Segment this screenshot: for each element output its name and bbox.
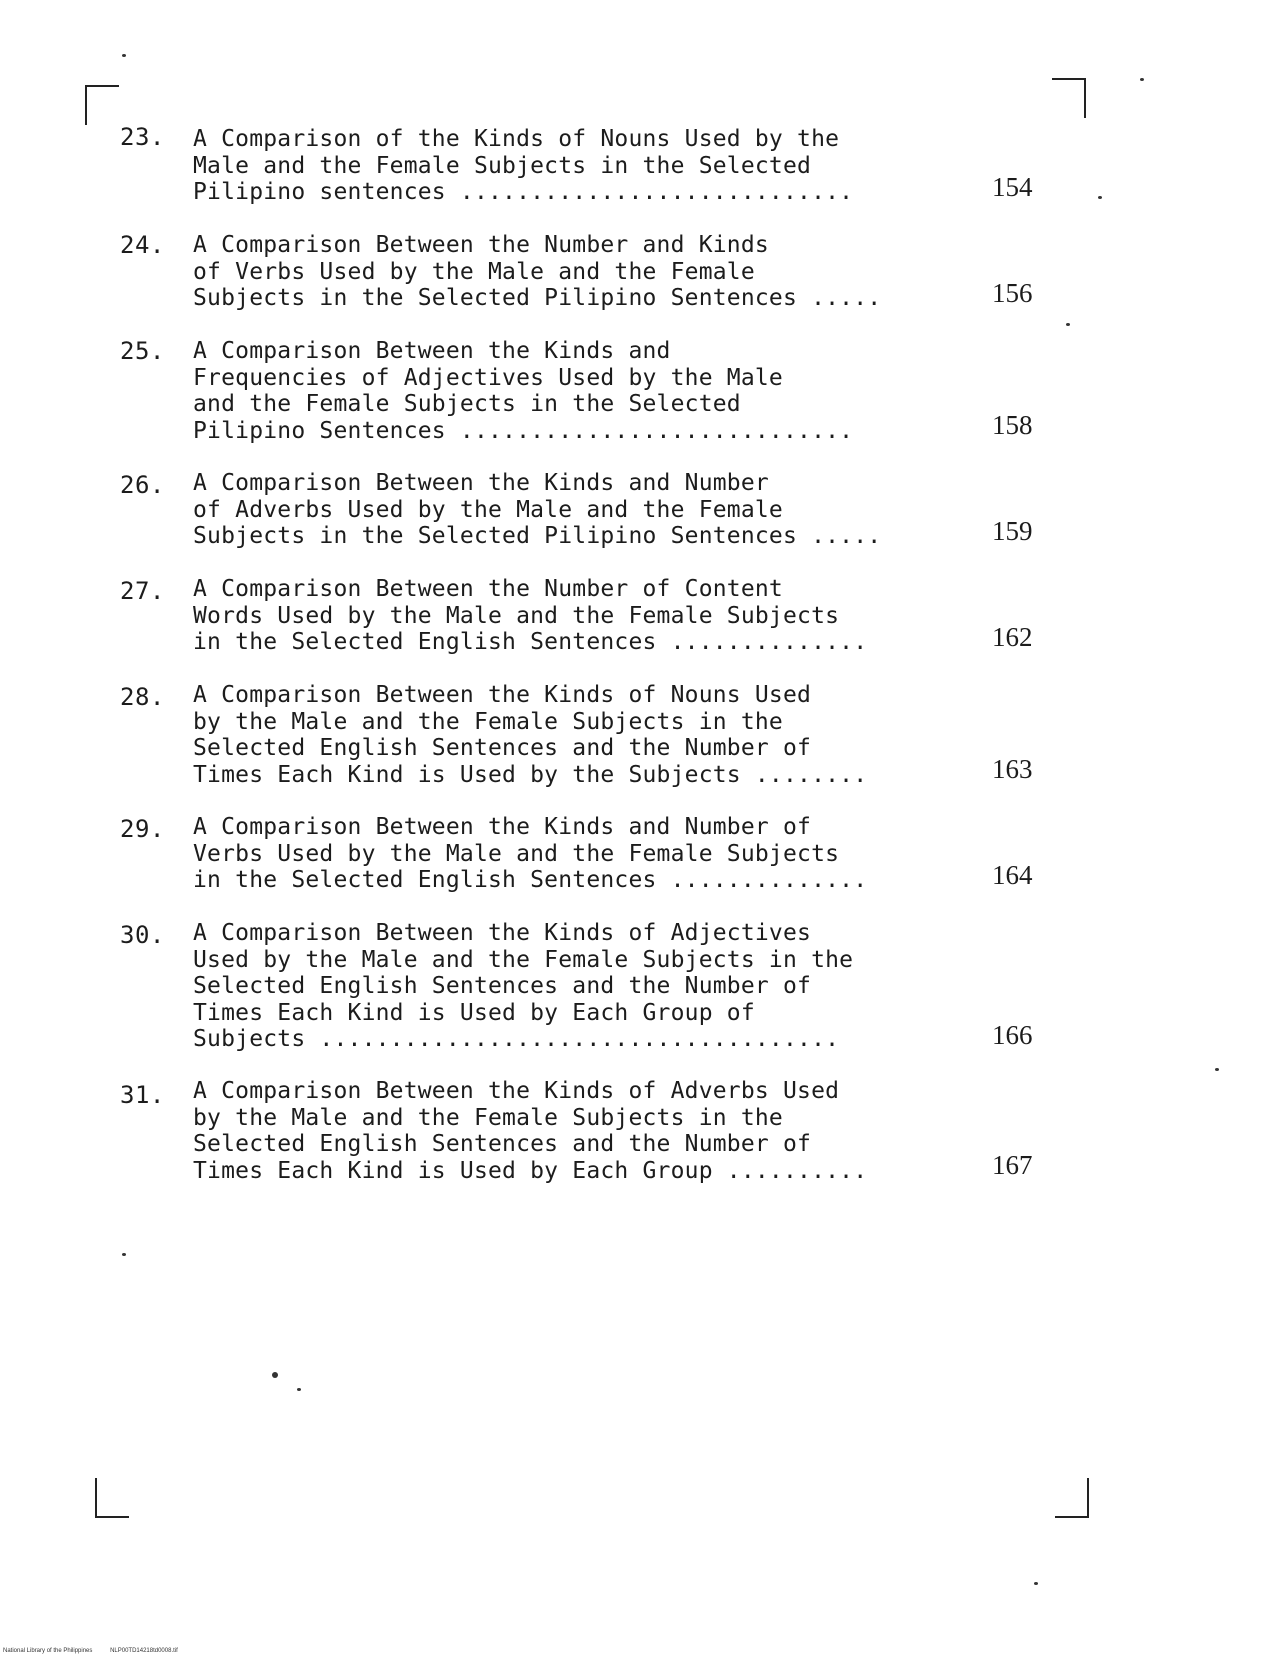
entry-number: 23. — [120, 123, 165, 151]
scan-speck — [1215, 1068, 1219, 1071]
crop-mark-top-right — [1052, 78, 1086, 118]
entry-page-number: 158 — [992, 410, 1033, 440]
entry-number: 30. — [120, 921, 165, 949]
crop-mark-bottom-right — [1055, 1478, 1089, 1518]
entry-page-number: 156 — [992, 278, 1033, 308]
entry-title: A Comparison Between the Kinds and Number of Adverbs Used by the Male and the Female Subjects in the Selected Pilipino Sentences ..... — [193, 470, 882, 549]
scan-speck — [122, 54, 126, 57]
entry-title: A Comparison of the Kinds of Nouns Used by the Male and the Female Subjects in the Selected Pilipino sentences ............................ — [193, 126, 854, 205]
entry-page-number: 159 — [992, 516, 1033, 546]
entry-title: A Comparison Between the Kinds and Frequencies of Adjectives Used by the Male and the Female Subjects in the Selected Pilipino Sentences ............................ — [193, 338, 854, 444]
entry-title: A Comparison Between the Number and Kinds of Verbs Used by the Male and the Female Subjects in the Selected Pilipino Sentences ..... — [193, 232, 882, 311]
entry-number: 31. — [120, 1081, 165, 1109]
entry-title: A Comparison Between the Kinds and Number of Verbs Used by the Male and the Female Subjects in the Selected English Sentences .............. — [193, 814, 868, 893]
scan-speck — [1034, 1582, 1038, 1585]
entry-page-number: 166 — [992, 1020, 1033, 1050]
entry-number: 29. — [120, 815, 165, 843]
entry-title: A Comparison Between the Number of Content Words Used by the Male and the Female Subjects in the Selected English Sentences .............. — [193, 576, 868, 655]
scan-footer — [3, 1648, 178, 1654]
entry-page-number: 163 — [992, 754, 1033, 784]
entry-page-number: 154 — [992, 172, 1033, 202]
entry-title: A Comparison Between the Kinds of Nouns Used by the Male and the Female Subjects in the Selected English Sentences and the Number of Times Each Kind is Used by the Subjects ........ — [193, 682, 868, 788]
scan-speck — [122, 1253, 126, 1256]
crop-mark-bottom-left — [95, 1478, 129, 1518]
entry-number: 25. — [120, 337, 165, 365]
entry-number: 24. — [120, 231, 165, 259]
scan-speck — [1098, 196, 1102, 199]
entry-number: 28. — [120, 683, 165, 711]
entry-page-number: 162 — [992, 622, 1033, 652]
entry-page-number: 167 — [992, 1150, 1033, 1180]
footer-library: National Library of the Philippines — [3, 1648, 93, 1654]
scan-speck — [272, 1372, 278, 1378]
entry-number: 27. — [120, 577, 165, 605]
entry-title: A Comparison Between the Kinds of Adjectives Used by the Male and the Female Subjects in the Selected English Sentences and the Number of Times Each Kind is Used by Each Group of Subjects ..................................... — [193, 920, 854, 1052]
entry-page-number: 164 — [992, 860, 1033, 890]
entry-number: 26. — [120, 471, 165, 499]
entry-title: A Comparison Between the Kinds of Adverbs Used by the Male and the Female Subjects in the Selected English Sentences and the Number of Times Each Kind is Used by Each Group .......... — [193, 1078, 868, 1184]
footer-file: NLP00TD14218td0008.tif — [110, 1648, 178, 1654]
scan-speck — [1140, 78, 1144, 81]
scan-speck — [1066, 323, 1070, 326]
scan-speck — [297, 1388, 301, 1391]
crop-mark-top-left — [85, 85, 119, 125]
